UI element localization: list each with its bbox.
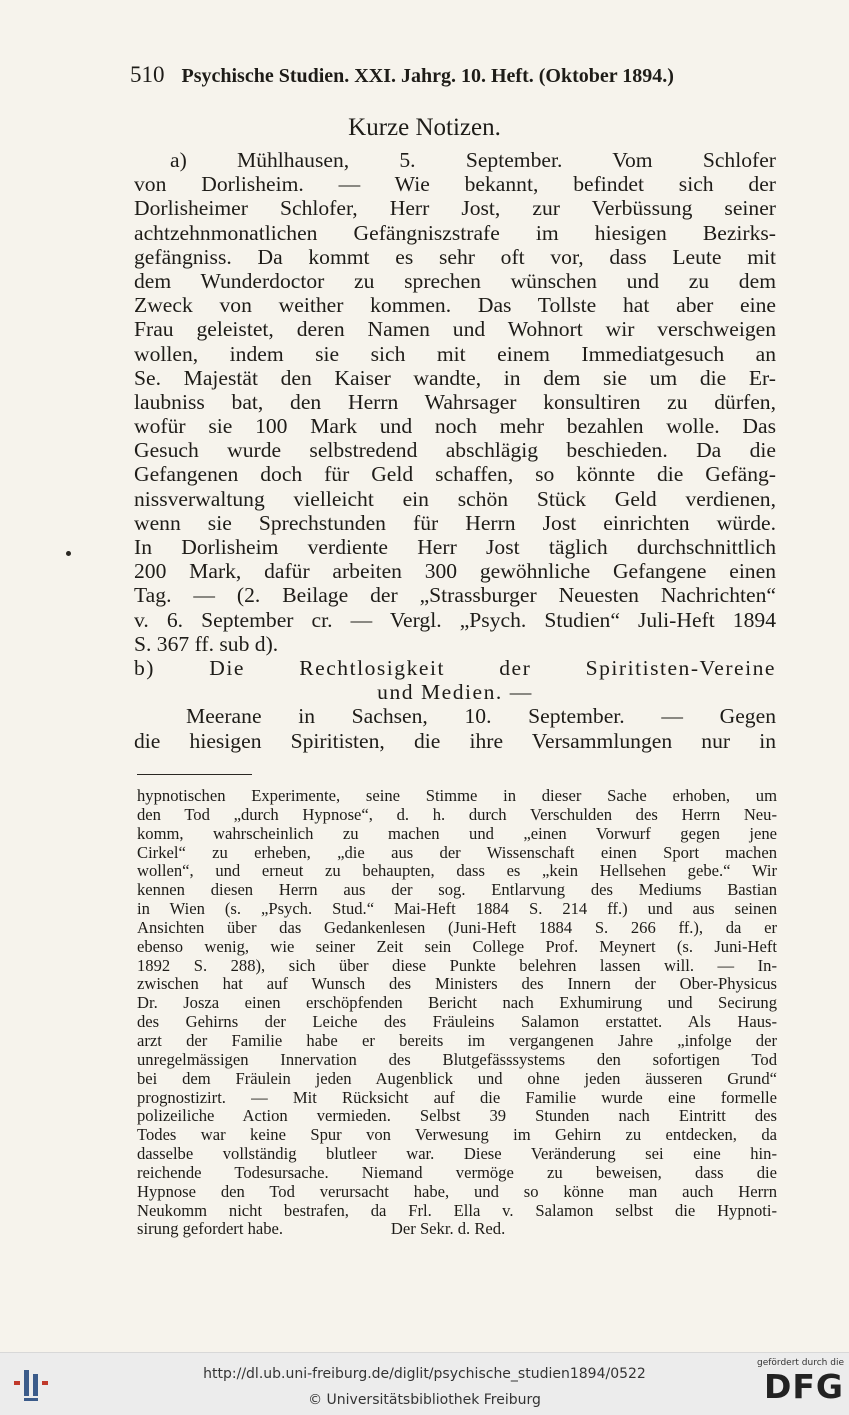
text-line: S. 367 ff. sub d). (134, 631, 279, 656)
text-line: die hiesigen Spiritisten, die ihre Versammlungen nur in (134, 728, 776, 753)
footnote-line: bei dem Fräulein jeden Augenblick und ohne jeden äusseren Grund“ (137, 1069, 777, 1088)
margin-mark (66, 551, 71, 556)
text-line: v. 6. September cr. — Vergl. „Psych. Studien“ Juli-Heft 1894 (134, 607, 776, 632)
text-line: wofür sie 100 Mark und noch mehr bezahlen wolle. Das (134, 414, 776, 439)
main-text-block (134, 148, 776, 753)
footnote-line: Hypnose den Tod verursacht habe, und so könne man auch Herrn (137, 1182, 777, 1201)
footnote-line: arzt der Familie habe er bereits im vergangenen Jahre „infolge der (137, 1031, 777, 1050)
footnote-line: in Wien (s. „Psych. Stud.“ Mai-Heft 1884 S. 214 ff.) und aus seinen (137, 900, 777, 919)
text-line: Gefangenen doch für Geld schaffen, so könnte die Gefäng- (134, 462, 776, 487)
footnote-divider (137, 774, 252, 775)
text-line: von Dorlisheim. — Wie bekannt, befindet sich der (134, 172, 776, 197)
text-line: Dorlisheimer Schlofer, Herr Jost, zur Verbüssung seiner (134, 196, 776, 221)
subheading-line: und Medien. — (377, 680, 533, 705)
footnote-line: prognostizirt. — Mit Rücksicht auf die Familie wurde eine formelle (137, 1088, 777, 1107)
running-header (130, 62, 780, 88)
running-title: Psychische Studien. XXI. Jahrg. 10. Heft. (Oktober 1894.) (181, 65, 674, 87)
text-line: Tag. — (2. Beilage der „Strassburger Neuesten Nachrichten“ (134, 583, 776, 608)
footnote-line: zwischen hat auf Wunsch des Ministers des Innern der Ober-Physicus (137, 975, 777, 994)
footnote-line: sirung gefordert habe. Der Sekr. d. Red. (137, 1220, 506, 1239)
page-number: 510 (130, 62, 165, 87)
footnote-line: Neukomm nicht bestrafen, da Frl. Ella v. Salamon selbst die Hypnoti- (137, 1201, 777, 1220)
text-line: Gesuch wurde selbstredend abschlägig beschieden. Da die (134, 438, 776, 463)
dfg-wordmark: DFG (763, 1367, 844, 1406)
footnote-line: polizeiliche Action vermieden. Selbst 39 Stunden nach Eintritt des (137, 1107, 777, 1126)
text-line: nissverwaltung vielleicht ein schön Stück Geld verdienen, (134, 486, 776, 511)
footnote-line: Ansichten über das Gedankenlesen (Juni-Heft 1884 S. 266 ff.), da er (137, 918, 777, 937)
text-line: Zweck von weither kommen. Das Tollste hat aber eine (134, 293, 776, 318)
footnote-line: hypnotischen Experimente, seine Stimme in dieser Sache erhoben, um (137, 787, 777, 805)
text-line: dem Wunderdoctor zu sprechen wünschen und zu dem (134, 268, 776, 293)
text-line: wollen, indem sie sich mit einem Immediatgesuch an (134, 341, 776, 366)
section-title: Kurze Notizen. (348, 114, 501, 141)
footnote-line: dasselbe vollständig blutleer war. Diese Veränderung sei eine hin- (137, 1145, 777, 1164)
footnote-line: des Gehirns der Leiche des Fräuleins Salamon erstattet. Als Haus- (137, 1013, 777, 1032)
text-line: Meerane in Sachsen, 10. September. — Gegen (186, 704, 776, 729)
text-line: gefängniss. Da kommt es sehr oft vor, dass Leute mit (134, 244, 776, 269)
footnote-block (137, 787, 777, 1239)
text-line: a) Mühlhausen, 5. September. Vom Schlofer (170, 148, 776, 172)
dfg-caption: gefördert durch die (757, 1358, 844, 1368)
footnote-line: komm, wahrscheinlich zu machen und „einen Vorwurf gegen jene (137, 824, 777, 843)
footnote-line: den Tod „durch Hypnose“, d. h. durch Verschulden des Herrn Neu- (137, 805, 777, 824)
copyright-notice: © Universitätsbibliothek Freiburg (308, 1392, 541, 1408)
subheading-line: b) Die Rechtlosigkeit der Spiritisten-Vereine (134, 655, 776, 680)
text-line: achtzehnmonatlichen Gefängniszstrafe im hiesigen Bezirks- (134, 220, 776, 245)
text-line: wenn sie Sprechstunden für Herrn Jost einrichten würde. (134, 510, 776, 535)
footnote-line: ebenso wenig, wie seiner Zeit sein College Prof. Meynert (s. Juni-Heft (137, 937, 777, 956)
footnote-line: wollen“, und erneut zu behaupten, dass es „kein Hellsehen gebe.“ Wir (137, 862, 777, 881)
text-line: In Dorlisheim verdiente Herr Jost täglich durchschnittlich (134, 535, 776, 559)
text-line: Frau geleistet, deren Namen und Wohnort wir verschweigen (134, 317, 776, 342)
text-line: 200 Mark, dafür arbeiten 300 gewöhnliche Gefangene einen (134, 559, 776, 584)
footnote-line: Cirkel“ zu erheben, „die aus der Wissenschaft einen Sport machen (137, 843, 777, 862)
text-line: Se. Majestät den Kaiser wandte, in dem sie um die Er- (134, 365, 776, 390)
footnote-line: kennen diesen Herrn aus der sog. Entlarvung des Mediums Bastian (137, 881, 777, 900)
footnote-line: unregelmässigen Innervation des Blutgefässsystems den sofortigen Tod (137, 1050, 777, 1069)
footnote-line: Dr. Josza einen erschöpfenden Bericht nach Exhumirung und Secirung (137, 994, 777, 1013)
footnote-line: Todes war keine Spur von Verwesung im Gehirn zu entdecken, da (137, 1126, 777, 1145)
citation-url-link[interactable]: http://dl.ub.uni-freiburg.de/diglit/psychische_studien1894/0522 (203, 1366, 646, 1382)
text-line: laubniss bat, den Herrn Wahrsager konsultiren zu dürfen, (134, 389, 776, 414)
footnote-line: 1892 S. 288), sich über diese Punkte belehren lassen will. — In- (137, 956, 777, 975)
footnote-line: reichende Todesursache. Niemand vermöge zu beweisen, dass die (137, 1163, 777, 1182)
dfg-logo-icon (746, 1358, 844, 1410)
